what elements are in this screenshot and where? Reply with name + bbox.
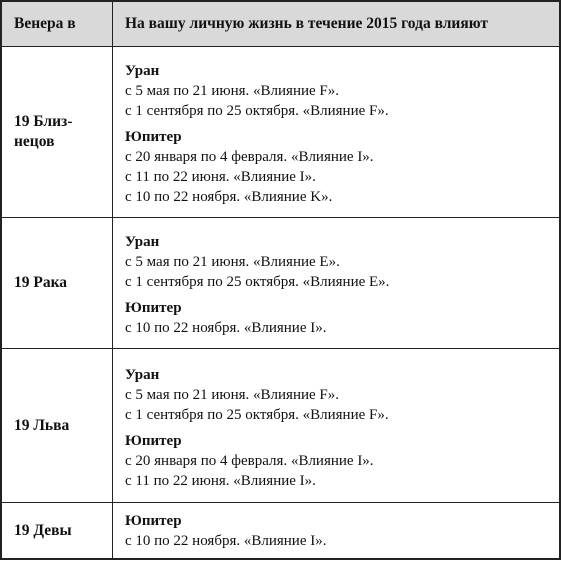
period-line: с 5 мая по 21 июня. «Влияние E». [125, 254, 340, 270]
planet-name: Уран [125, 366, 160, 383]
venus-position-cell [2, 47, 113, 218]
venus-position-line: 19 Близ- [14, 113, 73, 130]
period-line: с 10 по 22 ноября. «Влияние I». [125, 320, 327, 336]
period-line: с 1 сентября по 25 октября. «Влияние F». [125, 406, 389, 423]
venus-position-line: 19 Девы [14, 521, 72, 539]
planet-block [125, 61, 551, 121]
influence-cell [113, 47, 560, 218]
table-row [2, 503, 560, 559]
planet-block [125, 127, 551, 207]
venus-position-cell [2, 218, 113, 349]
influence-cell [113, 218, 560, 349]
header-influence-column: На вашу личную жизнь в течение 2015 года влияют [113, 2, 560, 47]
planet-block [125, 431, 551, 491]
venus-position-cell [2, 349, 113, 503]
planet-name: Уран [125, 234, 160, 250]
period-line: с 10 по 22 ноября. «Влияние I». [125, 532, 327, 549]
planet-name: Юпитер [125, 129, 182, 145]
table-row [2, 47, 560, 218]
influence-cell [113, 349, 560, 503]
venus-position-line: 19 Льва [14, 416, 70, 434]
period-line: с 1 сентября по 25 октября. «Влияние F». [125, 103, 389, 119]
planet-block [125, 298, 551, 338]
header-venus-column: Венера в [2, 2, 113, 47]
period-line: с 5 мая по 21 июня. «Влияние F». [125, 83, 340, 99]
venus-position-cell [2, 503, 113, 559]
period-line: с 20 января по 4 февраля. «Влияние I». [125, 452, 374, 469]
planet-name: Юпитер [125, 512, 182, 529]
planet-block [125, 511, 551, 551]
period-line: с 5 мая по 21 июня. «Влияние F». [125, 386, 340, 403]
period-line: с 20 января по 4 февраля. «Влияние I». [125, 149, 374, 165]
venus-position-line: 19 Рака [14, 274, 68, 291]
planet-name: Уран [125, 63, 160, 79]
period-line: с 10 по 22 ноября. «Влияние K». [125, 189, 333, 205]
planet-block [125, 365, 551, 425]
period-line: с 1 сентября по 25 октября. «Влияние E». [125, 274, 390, 290]
venus-position-line: нецов [14, 133, 55, 150]
table-row [2, 218, 560, 349]
table-row [2, 349, 560, 503]
table-header-row [2, 2, 560, 47]
planet-block [125, 232, 551, 292]
period-line: с 11 по 22 июня. «Влияние I». [125, 472, 316, 489]
influence-cell [113, 503, 560, 559]
planet-name: Юпитер [125, 300, 182, 316]
period-line: с 11 по 22 июня. «Влияние I». [125, 169, 316, 185]
planet-name: Юпитер [125, 432, 182, 449]
